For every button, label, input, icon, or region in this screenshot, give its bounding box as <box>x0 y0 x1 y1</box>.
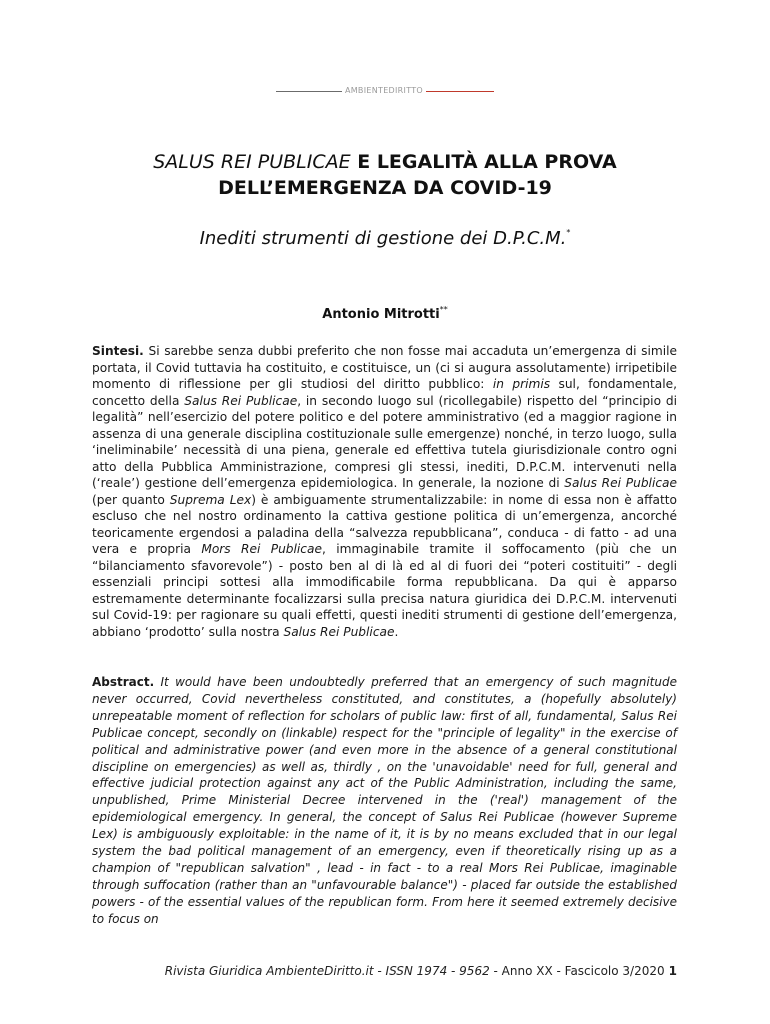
author-footnote-mark: ** <box>439 305 448 314</box>
sintesi-italic-4: Suprema Lex <box>169 492 252 507</box>
sintesi-italic-6: Salus Rei Publicae <box>283 624 395 639</box>
sintesi-text-7: . <box>394 624 399 639</box>
title-italic-part: SALUS REI PUBLICAE <box>153 151 351 173</box>
sintesi-text-1: Si sarebbe senza dubbi preferito che non fosse mai accaduta un’emergenza di simile portata, il Covid tuttavia ha costituito, e costituisce, un (ci si augura assolutamente) irripetibile momento di riflessione per gli studiosi del diritto pubblico: <box>92 344 677 391</box>
sintesi-italic-5: Mors Rei Publicae <box>201 542 322 556</box>
abstract-paragraph <box>92 674 677 928</box>
footer-journal: Rivista Giuridica AmbienteDiritto.it - ISSN 1974 - 9562 <box>164 964 490 978</box>
abstract-text: It would have been undoubtedly preferred that an emergency of such magnitude never occurred, Covid nevertheless constituted, and constitutes, a (hopefully absolutely) unrepeatable moment of reflection for scholars of public law: first of all, fundamental, Salus Rei Publicae concept, secondly on (linkable) respect for the "principle of legality" in the exercise of political and administrative power (and even more in the absence of a general constitutional discipline on emergencies) as well as, thirdly , on the 'unavoidable' need for full, general and effective judicial protection against any act of the Public Administration, including the same, unpublished, Prime Ministerial Decree intervened in the ('real') management of the epidemiological emergency. In general, the concept of Salus Rei Publicae (however Supreme Lex) is ambiguously exploitable: in the name of it, it is by no means excluded that in our legal system the bad political management of an emergency, even if theoretically rising up as a champion of "republican salvation" , lead - in fact - to a real Mors Rei Publicae, imaginable through suffocation (rather than an "unfavourable balance") - placed far outside the established powers - of the essential values of the republican form. From here it seemed extremely decisive to focus on <box>92 675 677 926</box>
title-bold-part-1: E LEGALITÀ ALLA PROVA <box>350 151 617 173</box>
sintesi-label: Sintesi. <box>92 344 144 358</box>
article-subtitle <box>0 228 770 249</box>
abstract-label: Abstract. <box>92 675 155 689</box>
footer-issue: - Anno XX - Fascicolo 3/2020 <box>489 964 665 978</box>
subtitle-text: Inediti strumenti di gestione dei D.P.C.M. <box>199 228 567 249</box>
header-rule-right <box>426 91 494 92</box>
sintesi-italic-2: Salus Rei Publicae <box>184 393 298 408</box>
author-name: Antonio Mitrotti <box>322 307 440 322</box>
sintesi-text-2: sul, fondamentale, concetto della <box>92 377 677 408</box>
subtitle-footnote-mark: * <box>566 228 571 237</box>
sintesi-text-5: ) è ambiguamente strumentalizzabile: in nome di essa non è affatto escluso che nel nostro ordinamento la cattiva gestione politica di un’emergenza, ancorché teoricamente ergendosi a paladina della “salvezza repubblicana”, conduca - di fatto - ad una vera e propria <box>92 492 678 556</box>
title-bold-part-2: DELL’EMERGENZA DA COVID-19 <box>218 177 552 199</box>
sintesi-italic-1: in primis <box>492 377 551 391</box>
header-journal-name: AMBIENTEDIRITTO <box>344 86 424 95</box>
running-header <box>0 86 770 95</box>
page-footer <box>92 964 677 978</box>
sintesi-italic-3: Salus Rei Publicae <box>564 476 677 490</box>
page-number: 1 <box>668 964 677 978</box>
sintesi-text-4: (per quanto <box>92 492 170 507</box>
header-rule-left <box>276 91 342 92</box>
sintesi-paragraph <box>92 343 677 640</box>
sintesi-text-3: , in secondo luogo sul (ricollegabile) rispetto del “principio di legalità” nell’esercizio del potere politico e del potere amministrativo (ed a maggior ragione in assenza di una generale disciplina costituzionale sulle emergenze) nonché, in terzo luogo, sulla ‘ineliminabile’ necessità di una piena, generale ed effettiva tutela giurisdizionale contro ogni atto della Pubblica Amministrazione, compresi gli stessi, inediti, D.P.C.M. intervenuti nella (‘reale’) gestione dell’emergenza epidemiologica. In generale, la nozione di <box>92 393 677 490</box>
article-title <box>0 149 770 201</box>
author-line <box>0 307 770 322</box>
sintesi-text-6: , immaginabile tramite il soffocamento (più che un “bilanciamento sfavorevole”) - posto ben al di là ed al di fuori dei “poteri costituiti” - degli essenziali principi sottesi alla immodificabile forma repubblicana. Da qui è apparso estremamente determinante focalizzarsi sulla precisa natura giuridica dei D.P.C.M. intervenuti sul Covid-19: per ragionare su quali effetti, questi inediti strumenti di gestione dell’emergenza, abbiano ‘prodotto’ sulla nostra <box>92 542 677 639</box>
